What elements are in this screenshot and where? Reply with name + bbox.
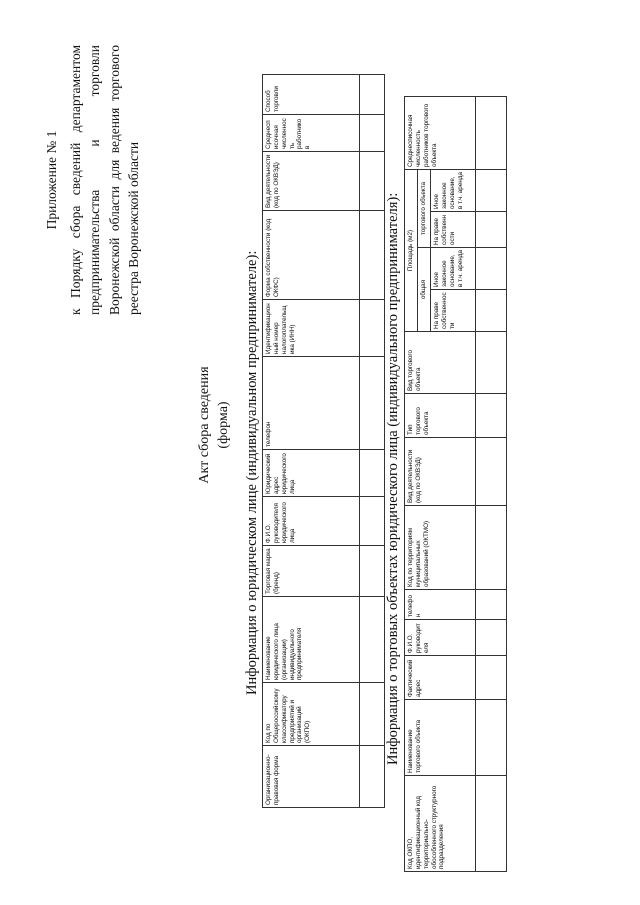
empty-cell[interactable] (476, 620, 507, 656)
empty-cell[interactable] (476, 170, 507, 212)
empty-cell[interactable] (476, 506, 507, 590)
col-legal-address: Юридический адрес юридического лица (263, 450, 360, 497)
legal-entity-table (262, 74, 385, 808)
empty-cell[interactable] (476, 290, 507, 332)
act-subtitle: (форма) (215, 401, 231, 449)
table-row (476, 97, 507, 872)
table-header-row (263, 75, 360, 808)
empty-cell[interactable] (360, 211, 385, 300)
empty-cell[interactable] (360, 357, 385, 450)
empty-cell[interactable] (476, 97, 507, 170)
empty-cell[interactable] (476, 438, 507, 506)
col-object-name: Наименование торгового объекта (405, 700, 476, 776)
empty-cell[interactable] (360, 597, 385, 683)
col-trade-method: Способ торговли (263, 75, 360, 115)
col-object-kind: Вид торгового объекта (405, 332, 476, 394)
act-heading (196, 275, 234, 575)
col-entity-name: Наименование юридического лица (организации) индивидуального предпринимателя (263, 597, 360, 683)
col-okved: Вид деятельности (код по ОКВЭД) (405, 438, 476, 506)
col-inn: Идентификационный номер налогоплательщика (ИНН) (263, 300, 360, 357)
col-area: Площадь (м2) (405, 170, 418, 332)
empty-cell[interactable] (360, 746, 385, 808)
empty-cell[interactable] (476, 332, 507, 394)
empty-cell[interactable] (360, 546, 385, 597)
act-title: Акт сбора сведения (197, 366, 212, 484)
empty-cell[interactable] (476, 700, 507, 776)
col-brand: Торговая марка (бренд) (263, 546, 360, 597)
table-header-row (405, 97, 418, 872)
empty-cell[interactable] (360, 300, 385, 357)
col-area-trade: торгового объекта (418, 170, 431, 248)
empty-cell[interactable] (360, 497, 385, 546)
col-okpo-code: Код ОКПО, идентификационный код территориально-обособленного структурного подразделения (405, 776, 476, 872)
appendix-block (42, 45, 144, 315)
col-phone: телефон (263, 357, 360, 450)
appendix-title: Приложение № 1 (44, 130, 59, 230)
col-staff: Среднесписочная численность работников (263, 115, 360, 152)
empty-cell[interactable] (476, 394, 507, 438)
section-trade-objects-title: Информация о торговых объектах юридического лица (индивидуального предпринимателя): (385, 192, 401, 765)
col-org-form: Организационно-правовая форма (263, 746, 360, 808)
col-actual-address: Фактический адрес (405, 656, 476, 700)
col-director: Ф.И.О. руководителя юридического лица (263, 497, 360, 546)
table-row (360, 75, 385, 808)
col-oktmo: Код по территориям муниципальных образований (ОКТМО) (405, 506, 476, 590)
empty-cell[interactable] (476, 248, 507, 290)
empty-cell[interactable] (360, 75, 385, 115)
col-trade-own: На праве собственности (431, 212, 476, 248)
empty-cell[interactable] (476, 656, 507, 700)
empty-cell[interactable] (360, 450, 385, 497)
col-okved: Вид деятельности (код по ОКВЭД) (263, 152, 360, 211)
section-legal-entity-title: Информация о юридическом лице (индивидуальном предпринимателе): (244, 250, 260, 695)
col-trade-other: Иное законное основание, в т.ч. аренда (431, 170, 476, 212)
empty-cell[interactable] (360, 152, 385, 211)
empty-cell[interactable] (360, 683, 385, 746)
empty-cell[interactable] (476, 590, 507, 620)
col-head: Ф.И.О. руководителя (405, 620, 476, 656)
col-okpo: Код по Общероссийскому классификатору предприятий и организаций (ОКПО) (263, 683, 360, 746)
col-area-total: общая (418, 248, 431, 332)
empty-cell[interactable] (476, 212, 507, 248)
col-object-staff: Среднесписочная численность работников торгового объекта (405, 97, 476, 170)
col-total-other: Иное законное основание, в т.ч. аренда (431, 248, 476, 290)
col-okfs: Форма собственности (код ОКФС) (263, 211, 360, 300)
empty-cell[interactable] (360, 115, 385, 152)
col-total-own: На праве собственности (431, 290, 476, 332)
appendix-text: к Порядку сбора сведений департаментом предпринимательства и торговли Воронежской области для ведения торгового реестра Воронежской области (67, 45, 142, 315)
col-phone: телефон (405, 590, 476, 620)
trade-objects-table (404, 96, 507, 872)
empty-cell[interactable] (476, 776, 507, 872)
col-object-type: Тип торгового объекта (405, 394, 476, 438)
